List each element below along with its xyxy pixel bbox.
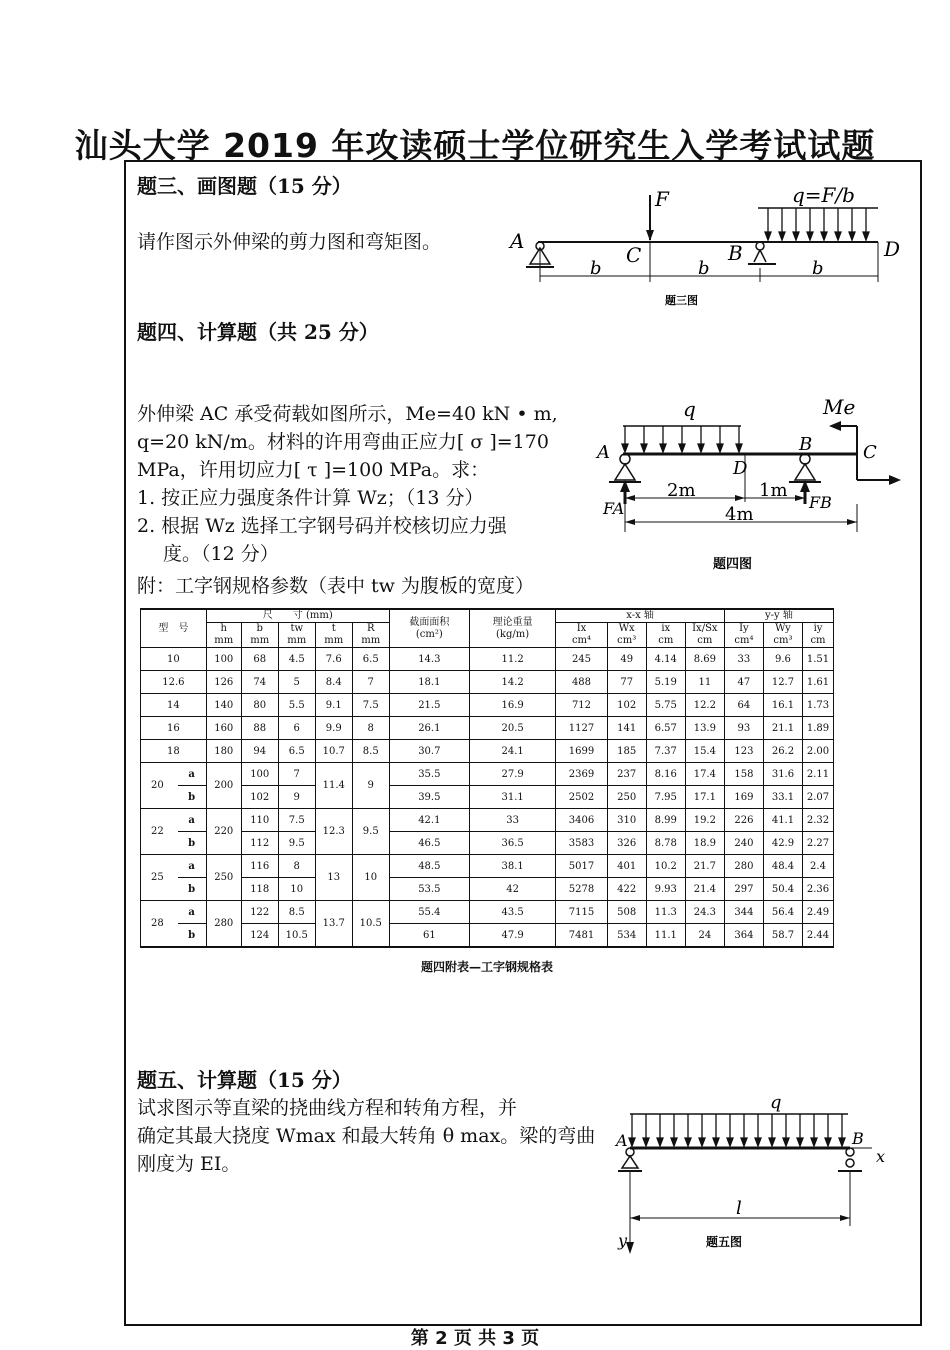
table-cell: 2.00	[803, 740, 834, 763]
q5-diagram	[610, 1090, 890, 1260]
table-cell: 280	[724, 855, 763, 878]
q4-heading: 题四、计算题（共 25 分）	[137, 320, 379, 344]
q5-load-arrowhead	[671, 1138, 677, 1146]
table-cell: 2.36	[803, 878, 834, 901]
table-cell: b	[178, 786, 207, 809]
table-cell: 9.5	[278, 832, 315, 855]
table-cell: 46.5	[389, 832, 469, 855]
table-cell: 401	[607, 855, 646, 878]
table-cell: 10.5	[352, 901, 389, 948]
table-cell: 245	[556, 648, 607, 671]
table-cell: 422	[607, 878, 646, 901]
table-cell: 344	[724, 901, 763, 924]
table-cell: 7.5	[278, 809, 315, 832]
table-cell: 200	[206, 763, 241, 809]
table-cell: 2.07	[803, 786, 834, 809]
q4-label-q: q	[683, 397, 696, 421]
q4-line-5: 2. 根据 Wz 选择工字钢号码并校核切应力强	[137, 515, 507, 537]
q5-load-arrowhead	[797, 1138, 803, 1146]
table-cell: 10	[141, 648, 207, 671]
th-sub: Ix cm⁴	[556, 623, 607, 648]
table-cell: 1127	[556, 717, 607, 740]
table-cell: 158	[724, 763, 763, 786]
th-xx: x-x 轴	[556, 609, 725, 623]
table-cell: 310	[607, 809, 646, 832]
table-cell: 364	[724, 924, 763, 948]
table-cell: 9.93	[646, 878, 685, 901]
table-cell: 55.4	[389, 901, 469, 924]
table-cell: 508	[607, 901, 646, 924]
table-cell: 38.1	[469, 855, 555, 878]
table-cell: 18.9	[685, 832, 724, 855]
table-cell: 8	[352, 717, 389, 740]
q3-label-d: D	[884, 237, 901, 261]
table-cell: 12.6	[141, 671, 207, 694]
table-cell: 22	[141, 809, 178, 855]
q4-body	[137, 400, 587, 568]
q5-load-arrowhead	[825, 1138, 831, 1146]
q4-dim-2m: 2m	[667, 480, 696, 501]
table-cell: 27.9	[469, 763, 555, 786]
table-row	[141, 855, 834, 878]
table-cell: 2.4	[803, 855, 834, 878]
table-cell: 5017	[556, 855, 607, 878]
q4-support-b	[795, 464, 815, 480]
page-title: 汕头大学 2019 年攻读硕士学位研究生入学考试试题	[74, 126, 876, 165]
table-cell: 118	[241, 878, 278, 901]
q5-support-b	[846, 1159, 854, 1167]
table-row	[141, 763, 834, 786]
table-cell: 5.75	[646, 694, 685, 717]
q4-dim-1m: 1m	[759, 480, 788, 501]
table-cell: 58.7	[763, 924, 802, 948]
table-cell: 3583	[556, 832, 607, 855]
page-footer: 第 2 页 共 3 页	[410, 1328, 540, 1349]
q3-label-q: q=F/b	[792, 183, 855, 207]
table-cell: 13.9	[685, 717, 724, 740]
q4-line-6: 度。（12 分）	[163, 543, 279, 565]
table-row	[141, 648, 834, 671]
table-cell: 7.6	[315, 648, 352, 671]
table-cell: 16.1	[763, 694, 802, 717]
table-cell: 64	[724, 694, 763, 717]
table-cell: a	[178, 809, 207, 832]
table-cell: 8.99	[646, 809, 685, 832]
table-cell: 2369	[556, 763, 607, 786]
th-sub: tw mm	[278, 623, 315, 648]
table-cell: 8.78	[646, 832, 685, 855]
table-cell: 6	[278, 717, 315, 740]
table-cell: 9.1	[315, 694, 352, 717]
table-cell: 19.2	[685, 809, 724, 832]
table-cell: 12.7	[763, 671, 802, 694]
table-cell: 31.6	[763, 763, 802, 786]
table-row	[141, 740, 834, 763]
table-cell: 5278	[556, 878, 607, 901]
table-cell: 7.95	[646, 786, 685, 809]
table-cell: 116	[241, 855, 278, 878]
q5-load-arrowhead	[699, 1138, 705, 1146]
table-cell: 220	[206, 809, 241, 855]
table-cell: 80	[241, 694, 278, 717]
q3-dim-b1: b	[590, 258, 602, 279]
table-cell: 7.37	[646, 740, 685, 763]
q5-label-a: A	[616, 1131, 628, 1150]
th-sub: t mm	[315, 623, 352, 648]
th-sub: Wx cm³	[607, 623, 646, 648]
table-cell: 1699	[556, 740, 607, 763]
table-cell: 33	[724, 648, 763, 671]
q3-text: 请作图示外伸梁的剪力图和弯矩图。	[137, 231, 442, 253]
q4-line-3: MPa，许用切应力[ τ ]=100 MPa。求：	[137, 459, 490, 481]
q4-support-a	[615, 464, 635, 480]
steel-table-wrap	[140, 608, 834, 975]
table-cell: 50.4	[763, 878, 802, 901]
table-cell: 122	[241, 901, 278, 924]
th-sub: b mm	[241, 623, 278, 648]
q5-label-q: q	[770, 1092, 782, 1113]
table-cell: 10.7	[315, 740, 352, 763]
q3-label-c: C	[626, 243, 642, 267]
q4-diagram	[595, 392, 905, 582]
q4-label-b: B	[799, 434, 813, 455]
th-sub: iy cm	[803, 623, 834, 648]
table-cell: 9.6	[763, 648, 802, 671]
table-cell: 280	[206, 901, 241, 948]
table-cell: 185	[607, 740, 646, 763]
table-cell: 7.5	[352, 694, 389, 717]
table-cell: 21.4	[685, 878, 724, 901]
table-cell: 16.9	[469, 694, 555, 717]
table-row	[141, 878, 834, 901]
table-cell: 7115	[556, 901, 607, 924]
table-cell: 7	[278, 763, 315, 786]
table-cell: 18.1	[389, 671, 469, 694]
table-cell: 2.11	[803, 763, 834, 786]
q5-label-b: B	[852, 1129, 864, 1148]
table-cell: 94	[241, 740, 278, 763]
table-cell: 160	[206, 717, 241, 740]
table-cell: 2.49	[803, 901, 834, 924]
table-cell: 2.44	[803, 924, 834, 948]
table-cell: 2.32	[803, 809, 834, 832]
table-cell: 11.3	[646, 901, 685, 924]
q4-label-fb: FB	[809, 493, 832, 512]
q3-label-a: A	[510, 229, 525, 253]
table-cell: 169	[724, 786, 763, 809]
table-cell: 14.3	[389, 648, 469, 671]
table-cell: b	[178, 878, 207, 901]
table-cell: 1.51	[803, 648, 834, 671]
table-cell: 7481	[556, 924, 607, 948]
table-cell: b	[178, 924, 207, 948]
table-cell: 8.69	[685, 648, 724, 671]
table-cell: 20	[141, 763, 178, 809]
table-cell: 2.27	[803, 832, 834, 855]
th-area: 截面面积 (cm²)	[389, 609, 469, 648]
table-cell: 5.19	[646, 671, 685, 694]
q5-load-arrowhead	[769, 1138, 775, 1146]
q4-appendix: 附：工字钢规格参数（表中 tw 为腹板的宽度）	[137, 575, 534, 597]
q5-caption: 题五图	[706, 1235, 743, 1249]
table-cell: 33.1	[763, 786, 802, 809]
q5-load-arrowhead	[685, 1138, 691, 1146]
steel-table	[140, 608, 834, 948]
table-cell: 8.4	[315, 671, 352, 694]
q5-line-2: 确定其最大挠度 Wmax 和最大转角 θ max。梁的弯曲	[137, 1125, 596, 1147]
q4-line-4: 1. 按正应力强度条件计算 Wz；（13 分）	[137, 487, 484, 509]
table-row	[141, 671, 834, 694]
q4-label-a: A	[597, 442, 610, 463]
q5-label-l: l	[736, 1198, 742, 1219]
table-cell: 1.73	[803, 694, 834, 717]
table-cell: 24.1	[469, 740, 555, 763]
th-dim: 尺 寸 (mm)	[206, 609, 389, 623]
table-cell: 13.7	[315, 901, 352, 948]
table-cell: 56.4	[763, 901, 802, 924]
table-cell: 226	[724, 809, 763, 832]
table-cell: 35.5	[389, 763, 469, 786]
q3-dim-b3: b	[812, 258, 824, 279]
th-sub: h mm	[206, 623, 241, 648]
table-cell: 7	[352, 671, 389, 694]
table-caption: 题四附表—工字钢规格表	[420, 960, 553, 974]
q4-dim-4m: 4m	[725, 504, 754, 525]
q5-label-y: y	[618, 1231, 628, 1250]
table-cell: 24	[685, 924, 724, 948]
q5-load-arrowhead	[811, 1138, 817, 1146]
table-cell: 15.4	[685, 740, 724, 763]
table-row	[141, 924, 834, 948]
table-cell: 250	[206, 855, 241, 901]
th-sub: ix cm	[646, 623, 685, 648]
table-cell: 326	[607, 832, 646, 855]
table-cell: 180	[206, 740, 241, 763]
table-cell: 1.89	[803, 717, 834, 740]
table-cell: 488	[556, 671, 607, 694]
table-cell: 6.5	[352, 648, 389, 671]
table-cell: 25	[141, 855, 178, 901]
table-cell: 6.57	[646, 717, 685, 740]
table-cell: 42.9	[763, 832, 802, 855]
table-cell: 4.5	[278, 648, 315, 671]
table-cell: 140	[206, 694, 241, 717]
table-cell: 17.4	[685, 763, 724, 786]
table-cell: a	[178, 763, 207, 786]
table-cell: 17.1	[685, 786, 724, 809]
q4-label-c: C	[863, 442, 877, 463]
th-sub: Iy cm⁴	[724, 623, 763, 648]
table-cell: 240	[724, 832, 763, 855]
table-cell: 8.16	[646, 763, 685, 786]
table-cell: a	[178, 901, 207, 924]
q3-caption: 题三图	[665, 294, 698, 307]
q5-line-1: 试求图示等直梁的挠曲线方程和转角方程，并	[137, 1097, 518, 1119]
q5-label-x: x	[876, 1147, 886, 1166]
table-cell: 534	[607, 924, 646, 948]
q5-load-arrowhead	[657, 1138, 663, 1146]
th-sub: Ix/Sx cm	[685, 623, 724, 648]
q5-heading: 题五、计算题（15 分）	[137, 1068, 352, 1092]
q4-line-2: q=20 kN/m。材料的许用弯曲正应力[ σ ]=170	[137, 431, 549, 453]
table-cell: 102	[607, 694, 646, 717]
table-cell: 21.7	[685, 855, 724, 878]
table-cell: 13	[315, 855, 352, 901]
table-cell: 10	[278, 878, 315, 901]
table-cell: 20.5	[469, 717, 555, 740]
table-cell: 11.1	[646, 924, 685, 948]
table-cell: 3406	[556, 809, 607, 832]
table-cell: 8	[278, 855, 315, 878]
q5-load-arrowhead	[783, 1138, 789, 1146]
table-cell: 102	[241, 786, 278, 809]
table-cell: 31.1	[469, 786, 555, 809]
table-row	[141, 901, 834, 924]
table-cell: 53.5	[389, 878, 469, 901]
table-cell: 11.4	[315, 763, 352, 809]
table-cell: 30.7	[389, 740, 469, 763]
table-cell: 126	[206, 671, 241, 694]
q5-load-arrowhead	[643, 1138, 649, 1146]
q5-line-3: 刚度为 EI。	[137, 1153, 241, 1175]
th-sub: R mm	[352, 623, 389, 648]
q3-label-f: F	[655, 187, 669, 211]
q4-label-fa: FA	[603, 499, 625, 518]
q4-label-me: Me	[823, 395, 856, 419]
table-cell: 12.2	[685, 694, 724, 717]
q5-load-arrowhead	[713, 1138, 719, 1146]
table-cell: 36.5	[469, 832, 555, 855]
table-cell: 18	[141, 740, 207, 763]
table-cell: 10	[352, 855, 389, 901]
table-cell: 9	[352, 763, 389, 809]
table-cell: 47.9	[469, 924, 555, 948]
table-cell: 77	[607, 671, 646, 694]
table-cell: 93	[724, 717, 763, 740]
table-cell: 21.1	[763, 717, 802, 740]
table-cell: 26.2	[763, 740, 802, 763]
q5-load-arrowhead	[727, 1138, 733, 1146]
table-cell: 48.4	[763, 855, 802, 878]
q5-body	[137, 1094, 607, 1178]
table-cell: 4.14	[646, 648, 685, 671]
table-cell: 14	[141, 694, 207, 717]
table-cell: 43.5	[469, 901, 555, 924]
table-cell: 48.5	[389, 855, 469, 878]
table-row	[141, 832, 834, 855]
q3-heading: 题三、画图题（15 分）	[137, 174, 352, 198]
table-cell: 24.3	[685, 901, 724, 924]
th-weight: 理论重量 (kg/m)	[469, 609, 555, 648]
q5-support-a	[622, 1156, 638, 1168]
table-cell: 1.61	[803, 671, 834, 694]
q5-load-arrowhead	[629, 1138, 635, 1146]
table-cell: 11	[685, 671, 724, 694]
table-cell: 16	[141, 717, 207, 740]
table-cell: 21.5	[389, 694, 469, 717]
table-cell: 49	[607, 648, 646, 671]
table-cell: 123	[724, 740, 763, 763]
q4-caption: 题四图	[713, 557, 753, 572]
table-cell: 9	[278, 786, 315, 809]
table-cell: 5.5	[278, 694, 315, 717]
table-cell: 712	[556, 694, 607, 717]
table-cell: 124	[241, 924, 278, 948]
table-cell: 47	[724, 671, 763, 694]
table-cell: 11.2	[469, 648, 555, 671]
table-cell: 100	[241, 763, 278, 786]
table-cell: 9.5	[352, 809, 389, 855]
table-cell: a	[178, 855, 207, 878]
q5-load-arrowhead	[741, 1138, 747, 1146]
table-cell: 88	[241, 717, 278, 740]
table-cell: 41.1	[763, 809, 802, 832]
table-cell: 141	[607, 717, 646, 740]
table-cell: 297	[724, 878, 763, 901]
table-cell: 61	[389, 924, 469, 948]
table-cell: b	[178, 832, 207, 855]
table-cell: 5	[278, 671, 315, 694]
table-cell: 33	[469, 809, 555, 832]
table-cell: 42.1	[389, 809, 469, 832]
q3-diagram	[500, 180, 910, 310]
q4-label-d: D	[733, 458, 748, 479]
table-cell: 14.2	[469, 671, 555, 694]
table-row	[141, 717, 834, 740]
table-cell: 28	[141, 901, 178, 948]
table-cell: 237	[607, 763, 646, 786]
q5-load-arrowhead	[755, 1138, 761, 1146]
th-model: 型 号	[141, 609, 207, 648]
table-row	[141, 809, 834, 832]
table-cell: 6.5	[278, 740, 315, 763]
table-cell: 10.2	[646, 855, 685, 878]
th-sub: Wy cm³	[763, 623, 802, 648]
table-cell: 250	[607, 786, 646, 809]
table-cell: 100	[206, 648, 241, 671]
table-cell: 2502	[556, 786, 607, 809]
table-row	[141, 694, 834, 717]
table-cell: 12.3	[315, 809, 352, 855]
table-cell: 26.1	[389, 717, 469, 740]
table-cell: 9.9	[315, 717, 352, 740]
q5-load-arrowhead	[839, 1138, 845, 1146]
table-row	[141, 786, 834, 809]
table-cell: 112	[241, 832, 278, 855]
table-cell: 8.5	[278, 901, 315, 924]
table-cell: 74	[241, 671, 278, 694]
table-cell: 39.5	[389, 786, 469, 809]
table-cell: 42	[469, 878, 555, 901]
table-body	[141, 648, 834, 948]
th-yy: y-y 轴	[724, 609, 833, 623]
q4-line-1: 外伸梁 AC 承受荷载如图所示，Me=40 kN • m,	[137, 403, 558, 425]
q3-label-b: B	[728, 241, 743, 265]
table-cell: 68	[241, 648, 278, 671]
table-cell: 110	[241, 809, 278, 832]
table-cell: 8.5	[352, 740, 389, 763]
table-cell: 10.5	[278, 924, 315, 948]
q3-dim-b2: b	[698, 258, 710, 279]
